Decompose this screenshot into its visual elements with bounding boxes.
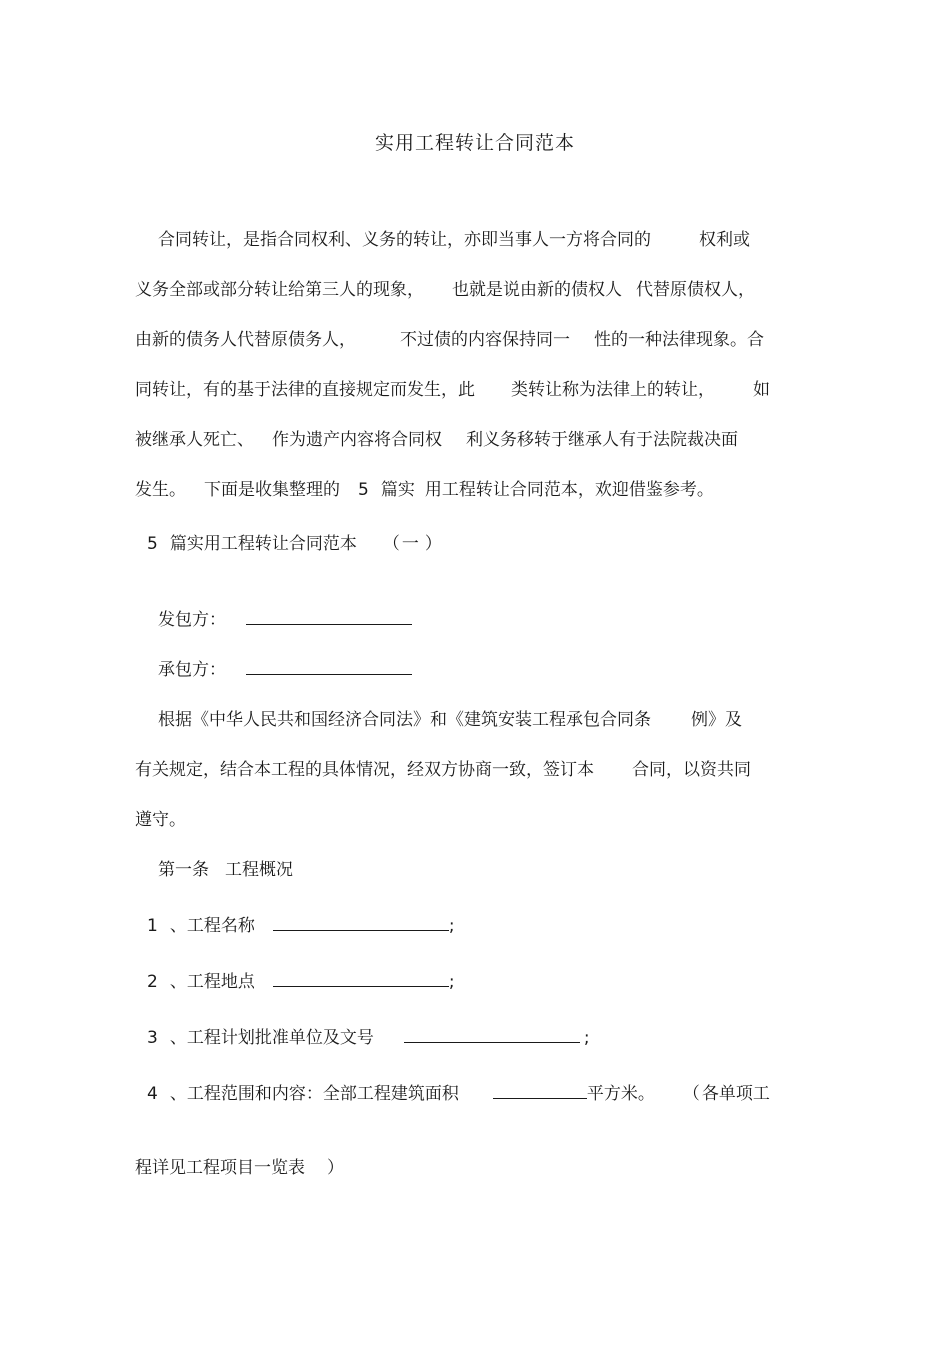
text: 作为遗产内容将合同权: [272, 430, 442, 450]
text: 如: [753, 380, 770, 400]
item-4-line-2: [135, 1156, 344, 1180]
text: ）: [424, 534, 442, 554]
intro-line-1: [158, 228, 750, 252]
text: 类转让称为法律上的转让，: [511, 380, 715, 400]
text: 例》及: [691, 710, 742, 730]
intro-line-4: [135, 378, 770, 402]
text: 权利或: [699, 230, 750, 250]
intro-line-3: [135, 328, 764, 352]
text: 一: [401, 534, 419, 554]
text: 代替原债权人，: [636, 280, 755, 300]
text: ;: [583, 1028, 590, 1048]
text: 篇实: [380, 480, 415, 500]
text: 平方米。: [586, 1084, 655, 1104]
intro-line-6: [135, 478, 714, 502]
text: ）: [327, 1158, 344, 1178]
text: 同转让，有的基于法律的直接规定而发生，此: [135, 380, 475, 400]
text: 有关规定，结合本工程的具体情况，经双方协商一致，签订本: [135, 760, 594, 780]
text: 4: [147, 1084, 158, 1104]
item-2: [147, 970, 455, 994]
item-4: [147, 1082, 770, 1106]
article-1-heading: [158, 858, 293, 882]
text: 根据《中华人民共和国经济合同法》和《建筑安装工程承包合同条: [158, 710, 651, 730]
text: 2: [147, 972, 158, 992]
intro-line-5: [135, 428, 738, 452]
text: 5: [358, 480, 369, 500]
text: 、工程范围和内容：全部工程建筑面积: [169, 1084, 459, 1104]
party-b-label: 承包方：: [158, 660, 226, 680]
text: 性的一种法律现象。合: [594, 330, 764, 350]
party-b-blank[interactable]: [246, 658, 412, 675]
project-name-blank[interactable]: [273, 914, 449, 931]
text: 3: [147, 1028, 158, 1048]
basis-line-3: [135, 808, 186, 832]
text: 也就是说由新的债权人: [452, 280, 622, 300]
text: 5: [147, 534, 158, 554]
text: 不过债的内容保持同一: [400, 330, 570, 350]
text: 利义务移转于继承人有于法院裁决面: [466, 430, 738, 450]
text: 第一条: [158, 860, 209, 880]
basis-line-2: [135, 758, 751, 782]
section-heading: [147, 532, 442, 556]
text: 下面是收集整理的: [204, 480, 340, 500]
text: 由新的债务人代替原债务人，: [135, 330, 356, 350]
floor-area-blank[interactable]: [493, 1082, 587, 1099]
approval-unit-blank[interactable]: [404, 1026, 580, 1043]
text: 各单项工: [701, 1084, 770, 1104]
basis-line-1: [158, 708, 742, 732]
text: 义务全部或部分转让给第三人的现象，: [135, 280, 424, 300]
text: 程详见工程项目一览表: [135, 1158, 305, 1178]
party-a-label: 发包方：: [158, 610, 226, 630]
text: （: [682, 1084, 700, 1104]
text: 用工程转让合同范本，欢迎借鉴参考。: [424, 480, 714, 500]
text: 篇实用工程转让合同范本: [169, 534, 357, 554]
party-a-blank[interactable]: [246, 608, 412, 625]
project-location-blank[interactable]: [273, 970, 449, 987]
intro-line-2: [135, 278, 755, 302]
item-1: [147, 914, 455, 938]
item-3: [147, 1026, 590, 1050]
text: ;: [448, 972, 455, 992]
party-b-line: [158, 658, 412, 682]
text: 遵守。: [135, 810, 186, 830]
text: 合同转让，是指合同权利、义务的转让，亦即当事人一方将合同的: [158, 230, 651, 250]
text: 合同，以资共同: [632, 760, 751, 780]
text: 工程概况: [225, 860, 293, 880]
party-a-line: [158, 608, 412, 632]
text: （: [382, 534, 400, 554]
document-title: 实用工程转让合同范本: [374, 132, 575, 154]
text: 、工程计划批准单位及文号: [169, 1028, 374, 1048]
text: 、工程地点: [169, 972, 255, 992]
text: 被继承人死亡、: [135, 430, 254, 450]
text: 发生。: [135, 480, 186, 500]
text: 、工程名称: [169, 916, 255, 936]
text: 1: [147, 916, 158, 936]
text: ;: [448, 916, 455, 936]
